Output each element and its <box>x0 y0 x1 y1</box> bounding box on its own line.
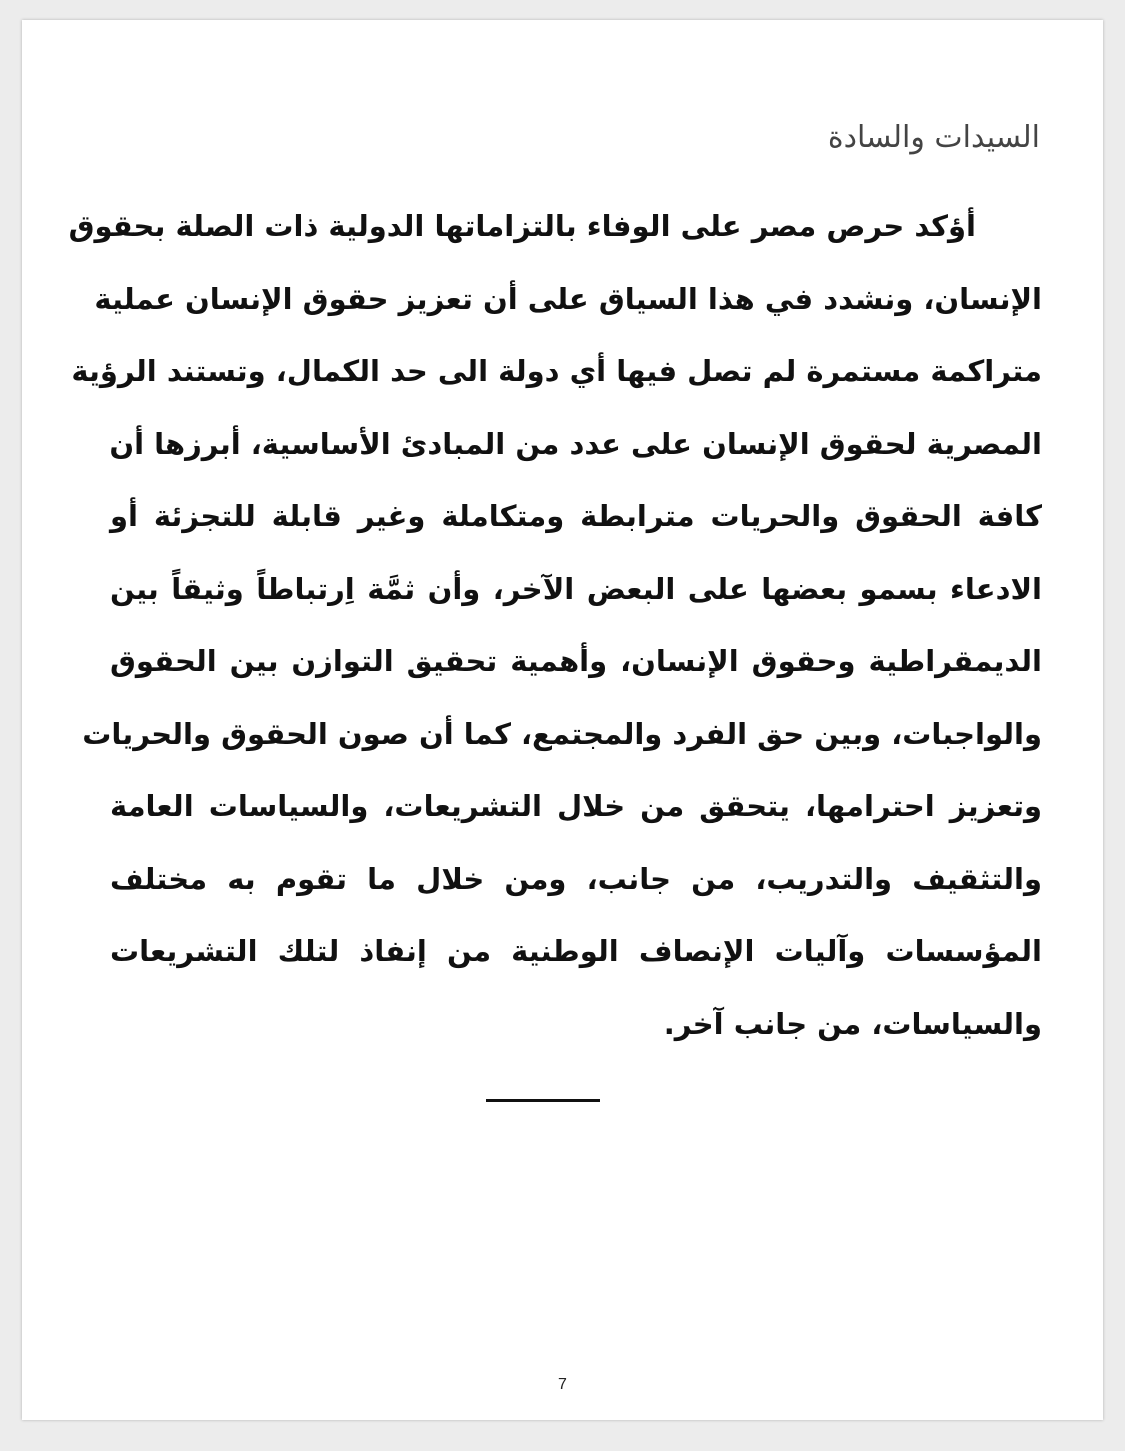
paragraph-line: المصرية لحقوق الإنسان على عدد من المبادئ الأساسية، أبرزها أن <box>109 426 1042 461</box>
paragraph-line: والواجبات، وبين حق الفرد والمجتمع، كما أن صون الحقوق والحريات <box>82 716 1042 751</box>
greeting-heading: السيدات والسادة <box>827 120 1040 155</box>
paragraph-line: والسياسات، من جانب آخر. <box>663 1006 1042 1041</box>
document-page <box>22 20 1103 1420</box>
paragraph-line: المؤسسات وآليات الإنصاف الوطنية من إنفاذ لتلك التشريعات <box>110 934 1042 968</box>
paragraph-line: الادعاء بسمو بعضها على البعض الآخر، وأن ثمَّة اِرتباطاً وثيقاً بين <box>110 571 1042 606</box>
paragraph-line: الديمقراطية وحقوق الإنسان، وأهمية تحقيق التوازن بين الحقوق <box>110 644 1042 678</box>
paragraph-line: أؤكد حرص مصر على الوفاء بالتزاماتها الدولية ذات الصلة بحقوق <box>68 209 976 243</box>
paragraph-line: وتعزيز احترامها، يتحقق من خلال التشريعات، والسياسات العامة <box>110 789 1042 823</box>
paragraph-line: متراكمة مستمرة لم تصل فيها أي دولة الى حد الكمال، وتستند الرؤية <box>71 354 1042 388</box>
paragraph-line: والتثقيف والتدريب، من جانب، ومن خلال ما تقوم به مختلف <box>110 861 1042 896</box>
section-divider <box>486 1099 600 1102</box>
paragraph-line: كافة الحقوق والحريات مترابطة ومتكاملة وغير قابلة للتجزئة أو <box>110 499 1042 533</box>
page-number: 7 <box>558 1376 567 1393</box>
paragraph-line: الإنسان، ونشدد في هذا السياق على أن تعزيز حقوق الإنسان عملية <box>94 281 1042 316</box>
body-paragraph <box>68 190 1042 1060</box>
